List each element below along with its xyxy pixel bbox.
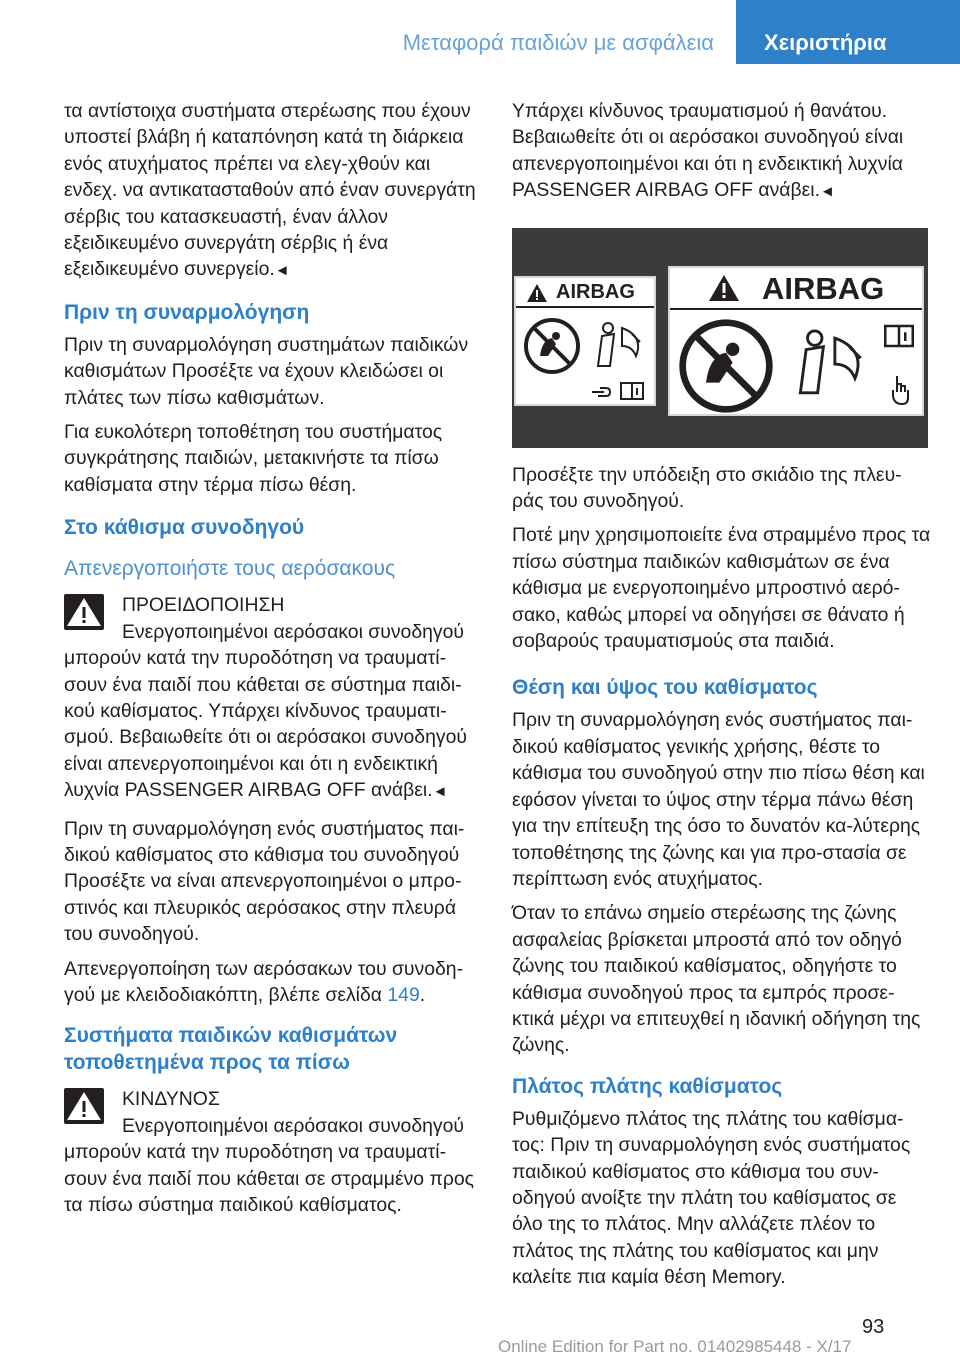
warning-triangle-icon [64,594,104,630]
end-mark: ◄ [274,262,290,280]
manual-book-icon [884,324,914,348]
airbag-deploy-icon [786,316,878,412]
warning-title: ΠΡΟΕΙΔΟΠΟΙΗΣΗ [122,594,285,617]
heading-passenger-seat: Στο κάθισμα συνοδηγού [64,516,305,540]
airbag-label-small-text: AIRBAG [556,280,635,303]
paragraph-intro: τα αντίστοιχα συστήματα στερέωσης που έχουν υποστεί βλάβη ή καταπόνηση κατά τη διάρκεια ενός ατυχήματος πρέπει να ελεγ‐χθούν και ενδεχ. να αντικατασταθούν από έναν συνεργάτη σέρβις του κατασκευαστή, έναν άλλον εξειδικευμένο συνεργάτη σέρβις ή ένα εξειδικευμένο συνεργείο.◄ [64,100,476,281]
footer-edition: Online Edition for Part no. 01402985448 - X/17 [498,1337,852,1356]
header-chapter-tab[interactable] [736,0,960,64]
paragraph-position-2: Όταν το επάνω σημείο στερέωσης της ζώνης ασφαλείας βρίσκεται μπροστά από τον οδηγό ζώνης του παιδικού καθίσματος, οδηγήστε το κάθισμα συνοδηγού προς τα εμπρός προσε‐κτικά μέχρι να επιτευχθεί η ιδανική οδήγηση της ζώνης. [512,902,921,1057]
hand-pointer-icon [590,384,612,400]
warning-first-line: Ενεργοποιημένοι αερόσακοι συνοδηγού [122,620,464,643]
paragraph-key-switch: Απενεργοποίηση των αερόσακων του συνοδη‐γού με κλειδοδιακόπτη, βλέπε σελίδα 149. [64,957,464,1006]
danger-first-line: Ενεργοποιημένοι αερόσακοι συνοδηγού [122,1114,464,1137]
end-mark: ◄ [432,783,448,801]
paragraph-backrest: Ρυθμιζόμενο πλάτος της πλάτης του καθίσμα‐τος: Πριν τη συναρμολόγηση ενός συστήματος παιδικού καθίσματος στο κάθισμα του συν‐οδηγού ανοίξτε την πλάτη του καθίσματος σε όλο της το πλάτος. Μην αλλάζετε πλέον το πλάτος της πλάτης του καθίσματος και μην καλείτε πια καμία θέση Memory. [512,1107,911,1289]
paragraph-continued: Υπάρχει κίνδυνος τραυματισμού ή θανάτου. Βεβαιωθείτε ότι οι αερόσακοι συνοδηγού είναι απενεργοποιημένοι και ότι η ενδεικτική λυχνία PASSENGER AIRBAG OFF ανάβει.◄ [512,100,904,202]
danger-text: μπορούν κατά την πυροδότηση να τραυματί‐σουν ένα παιδί που κάθεται σε στραμμένο προς τα πίσω σύστημα παιδικού καθίσματος. [64,1141,475,1216]
heading-seat-position: Θέση και ύψος του καθίσματος [512,676,818,700]
warning-triangle-icon [708,274,740,302]
page-number: 93 [862,1316,885,1338]
warning-block-2 [64,1086,484,1139]
header-chapter-title: Χειριστήρια [764,30,887,55]
paragraph-before-2: Για ευκολότερη τοποθέτηση του συστήματος συγκράτησης παιδιών, μετακινήστε τα πίσω καθίσματα στην τέρμα πίσω θέση. [64,421,443,496]
no-child-seat-icon [676,316,776,416]
paragraph-mounting: Πριν τη συναρμολόγηση ενός συστήματος παι‐δικού καθίσματος στο κάθισμα του συνοδηγού Προσέξτε να είναι απενεργοποιημένοι ο μπρο‐στινός και πλευρικός αερόσακος στην πλευρά του συνοδηγού. [64,817,465,946]
warning-triangle-icon [64,1088,104,1124]
right-column [512,98,932,1299]
warning-text-1: μπορούν κατά την πυροδότηση να τραυματί‐σουν ένα παιδί που κάθεται σε σύστημα παιδι‐κού καθίσματος. Υπάρχει κίνδυνος τραυματι‐σμού. Βεβαιωθείτε ότι οι αερόσακοι συνοδηγού είναι απενεργοποιημένοι και ότι η ενδεικτική λυχνία PASSENGER AIRBAG OFF ανάβει.◄ [64,647,467,802]
manual-book-icon [620,382,644,400]
airbag-label-small [514,276,656,406]
paragraph-before-1: Πριν τη συναρμολόγηση συστημάτων παιδικών καθισμάτων Προσέξτε να έχουν κλειδώσει οι πλάτες των πίσω καθισμάτων. [64,333,469,409]
airbag-label-large-text: AIRBAG [762,270,885,306]
subheading-deactivate-airbags: Απενεργοποιήστε τους αερόσακους [64,557,396,581]
heading-before-mounting: Πριν τη συναρμολόγηση [64,300,310,324]
heading-rear-facing: Συστήματα παιδικών καθισμάτων τοποθετημένα προς τα πίσω [64,1024,398,1075]
warning-triangle-icon [526,283,548,303]
left-column [64,98,484,1226]
danger-title: ΚΙΝΔΥΝΟΣ [122,1088,220,1111]
airbag-warning-label-image [512,228,928,448]
page-link[interactable]: 149 [387,983,420,1006]
hand-pointer-icon [888,374,912,406]
header-section-title: Μεταφορά παιδιών με ασφάλεια [402,30,714,55]
end-mark: ◄ [820,183,835,201]
header-section [380,0,736,64]
warning-block-1 [64,592,484,645]
heading-backrest-width: Πλάτος πλάτης καθίσματος [512,1074,783,1098]
airbag-label-large [668,266,924,416]
paragraph-sun-visor: Προσέξτε την υπόδειξη στο σκιάδιο της πλευ‐ράς του συνοδηγού. [512,463,902,513]
paragraph-never: Ποτέ μην χρησιμοποιείτε ένα στραμμένο προς τα πίσω σύστημα παιδικών καθισμάτων σε ένα κάθισμα με ενεργοποιημένο μπροστινό αερό‐σακο, καθώς μπορεί να οδηγήσει σε θάνατο ή σοβαρούς τραυματισμούς στα παιδιά. [512,524,931,653]
no-child-seat-icon [522,316,582,376]
airbag-deploy-icon [588,316,652,376]
paragraph-position-1: Πριν τη συναρμολόγηση ενός συστήματος παι‐δικού καθίσματος γενικής χρήσης, θέστε το κάθισμα του συνοδηγού στην πιο πίσω θέση και εφόσον γίνεται το ύψος στην τέρμα πάνω θέση για την επίτευξη της όσο το δυνατόν κα‐λύτερης τοποθέτησης της ζώνης και για προ‐στασία σε περίπτωση ενός ατυχήματος. [512,709,925,890]
